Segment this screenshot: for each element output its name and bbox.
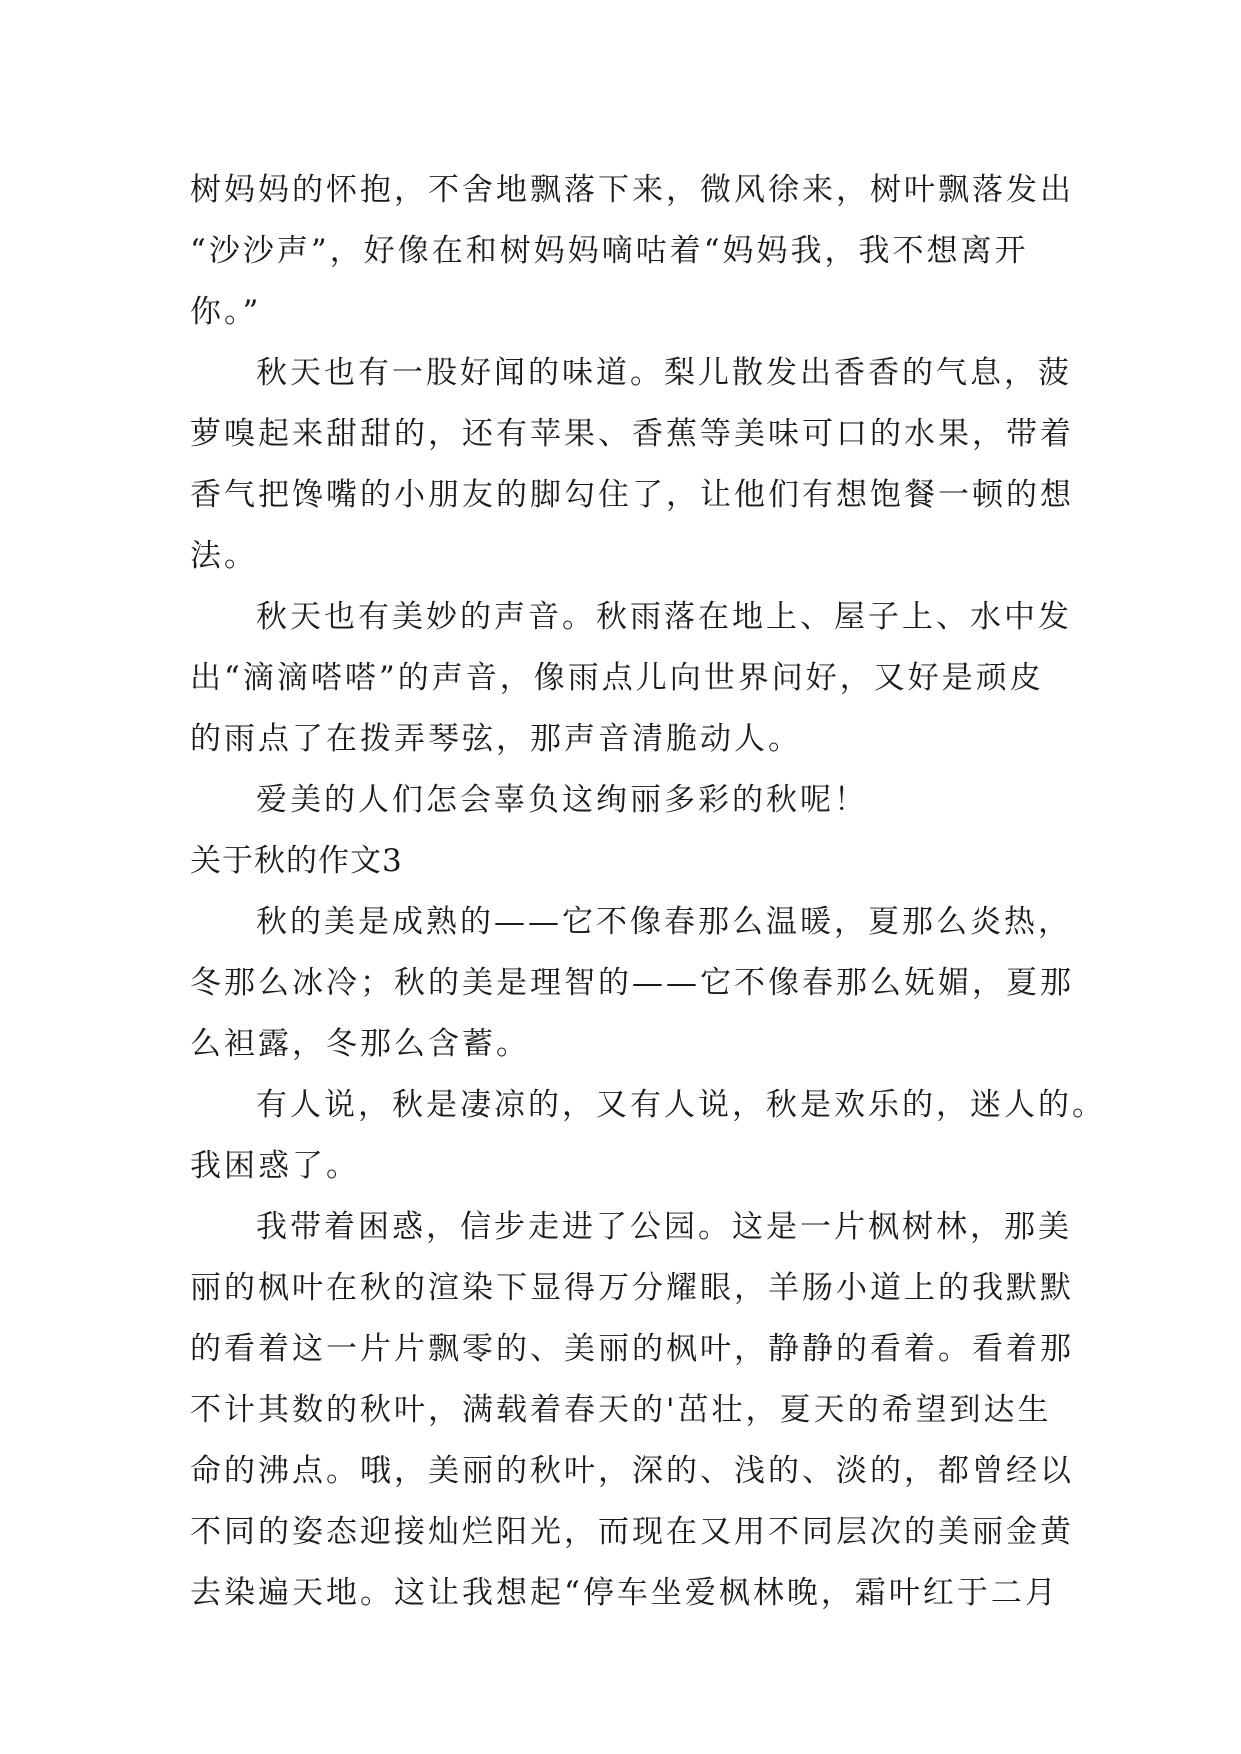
paragraph-first-line: 秋的美是成熟的——它不像春那么温暖，夏那么炎热， — [256, 904, 1072, 940]
text-line: 出“滴滴嗒嗒”的声音，像雨点儿向世界问好，又好是顽皮 — [190, 660, 1044, 696]
text-line: 去染遍天地。这让我想起“停车坐爱枫林晚，霜叶红于二月 — [190, 1575, 1059, 1611]
text-line: 萝嗅起来甜甜的，还有苹果、香蕉等美味可口的水果，带着 — [190, 416, 1074, 452]
paragraph-first-line: 爱美的人们怎会辜负这绚丽多彩的秋呢！ — [256, 782, 868, 818]
paragraph-first-line: 有人说，秋是凄凉的，又有人说，秋是欢乐的，迷人的。 — [256, 1087, 1106, 1123]
text-line: 香气把馋嘴的小朋友的脚勾住了，让他们有想饱餐一顿的想 — [190, 477, 1074, 513]
text-line: “沙沙声”，好像在和树妈妈嘀咕着“妈妈我，我不想离开 — [190, 233, 1029, 269]
text-line: 的雨点了在拨弄琴弦，那声音清脆动人。 — [190, 721, 802, 757]
text-line: 不同的姿态迎接灿烂阳光，而现在又用不同层次的美丽金黄 — [190, 1514, 1074, 1550]
text-line: 冬那么冰冷；秋的美是理智的——它不像春那么妩媚，夏那 — [190, 965, 1074, 1001]
text-line: 法。 — [190, 538, 258, 574]
text-line: 你。” — [190, 294, 262, 330]
text-line: 不计其数的秋叶，满载着春天的'茁壮，夏天的希望到达生 — [190, 1392, 1052, 1428]
paragraph-first-line: 秋天也有美妙的声音。秋雨落在地上、屋子上、水中发 — [256, 599, 1072, 635]
document-body — [190, 160, 1106, 1624]
text-line: 么袒露，冬那么含蓄。 — [190, 1026, 530, 1062]
text-line: 丽的枫叶在秋的渲染下显得万分耀眼，羊肠小道上的我默默 — [190, 1270, 1074, 1306]
section-heading: 关于秋的作文3 — [190, 843, 403, 879]
paragraph-first-line: 秋天也有一股好闻的味道。梨儿散发出香香的气息，菠 — [256, 355, 1072, 391]
text-line: 我困惑了。 — [190, 1148, 360, 1184]
text-line: 命的沸点。哦，美丽的秋叶，深的、浅的、淡的，都曾经以 — [190, 1453, 1074, 1489]
text-line: 的看着这一片片飘零的、美丽的枫叶，静静的看着。看着那 — [190, 1331, 1074, 1367]
text-line: 树妈妈的怀抱，不舍地飘落下来，微风徐来，树叶飘落发出 — [190, 172, 1074, 208]
paragraph-first-line: 我带着困惑，信步走进了公园。这是一片枫树林，那美 — [256, 1209, 1072, 1245]
